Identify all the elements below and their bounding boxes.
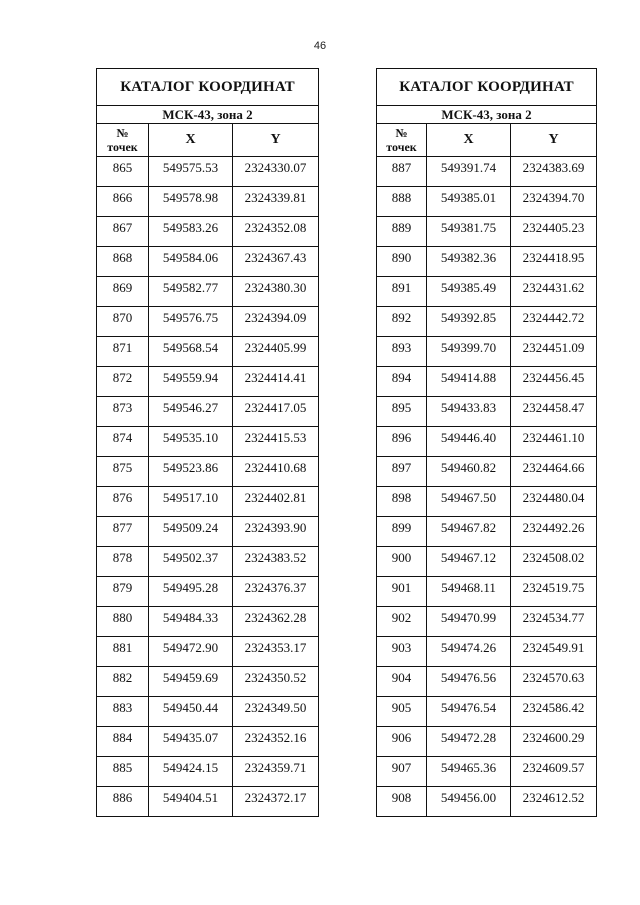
point-number-cell: 900 <box>377 547 427 577</box>
x-coordinate-cell: 549468.11 <box>427 577 511 607</box>
table-row <box>97 727 319 757</box>
y-coordinate-cell: 2324431.62 <box>511 277 597 307</box>
table-row <box>97 157 319 187</box>
point-number-cell: 905 <box>377 697 427 727</box>
column-header-point-number <box>377 124 427 157</box>
table-row <box>97 397 319 427</box>
table-row <box>97 367 319 397</box>
point-number-cell: 896 <box>377 427 427 457</box>
y-coordinate-cell: 2324417.05 <box>233 397 319 427</box>
y-coordinate-cell: 2324405.23 <box>511 217 597 247</box>
point-number-cell: 876 <box>97 487 149 517</box>
x-coordinate-cell: 549385.01 <box>427 187 511 217</box>
x-coordinate-cell: 549404.51 <box>149 787 233 817</box>
point-number-cell: 904 <box>377 667 427 697</box>
table-row <box>377 307 597 337</box>
table-row <box>377 337 597 367</box>
catalog-title: КАТАЛОГ КООРДИНАТ <box>377 69 597 106</box>
table-row <box>97 787 319 817</box>
x-coordinate-cell: 549474.26 <box>427 637 511 667</box>
y-coordinate-cell: 2324461.10 <box>511 427 597 457</box>
table-row <box>97 547 319 577</box>
x-coordinate-cell: 549535.10 <box>149 427 233 457</box>
coordinate-system-zone: МСК-43, зона 2 <box>97 106 319 124</box>
y-coordinate-cell: 2324414.41 <box>233 367 319 397</box>
x-coordinate-cell: 549584.06 <box>149 247 233 277</box>
table-row <box>97 667 319 697</box>
point-number-cell: 869 <box>97 277 149 307</box>
point-number-cell: 868 <box>97 247 149 277</box>
point-number-cell: 880 <box>97 607 149 637</box>
point-number-cell: 895 <box>377 397 427 427</box>
x-coordinate-cell: 549460.82 <box>427 457 511 487</box>
x-coordinate-cell: 549472.28 <box>427 727 511 757</box>
table-row <box>97 277 319 307</box>
y-coordinate-cell: 2324359.71 <box>233 757 319 787</box>
y-coordinate-cell: 2324376.37 <box>233 577 319 607</box>
page-number: 46 <box>313 40 327 52</box>
point-number-cell: 888 <box>377 187 427 217</box>
column-header-x: X <box>427 124 511 157</box>
point-number-cell: 884 <box>97 727 149 757</box>
table-row <box>377 757 597 787</box>
y-coordinate-cell: 2324415.53 <box>233 427 319 457</box>
x-coordinate-cell: 549382.36 <box>427 247 511 277</box>
x-coordinate-cell: 549502.37 <box>149 547 233 577</box>
table-row <box>377 547 597 577</box>
point-number-cell: 907 <box>377 757 427 787</box>
table-row <box>377 787 597 817</box>
x-coordinate-cell: 549576.75 <box>149 307 233 337</box>
y-coordinate-cell: 2324394.70 <box>511 187 597 217</box>
point-number-cell: 874 <box>97 427 149 457</box>
table-row <box>97 697 319 727</box>
y-coordinate-cell: 2324405.99 <box>233 337 319 367</box>
point-number-cell: 872 <box>97 367 149 397</box>
y-coordinate-cell: 2324402.81 <box>233 487 319 517</box>
x-coordinate-cell: 549575.53 <box>149 157 233 187</box>
y-coordinate-cell: 2324410.68 <box>233 457 319 487</box>
table-row <box>97 337 319 367</box>
table-row <box>377 727 597 757</box>
table-row <box>97 487 319 517</box>
y-coordinate-cell: 2324339.81 <box>233 187 319 217</box>
column-header-x: X <box>149 124 233 157</box>
y-coordinate-cell: 2324586.42 <box>511 697 597 727</box>
table-row <box>377 487 597 517</box>
y-coordinate-cell: 2324383.52 <box>233 547 319 577</box>
point-number-cell: 897 <box>377 457 427 487</box>
x-coordinate-cell: 549456.00 <box>427 787 511 817</box>
point-number-cell: 867 <box>97 217 149 247</box>
y-coordinate-cell: 2324353.17 <box>233 637 319 667</box>
y-coordinate-cell: 2324349.50 <box>233 697 319 727</box>
point-number-cell: 879 <box>97 577 149 607</box>
y-coordinate-cell: 2324492.26 <box>511 517 597 547</box>
table-row <box>377 517 597 547</box>
x-coordinate-cell: 549568.54 <box>149 337 233 367</box>
column-header-point-number <box>97 124 149 157</box>
point-number-cell: 898 <box>377 487 427 517</box>
y-coordinate-cell: 2324570.63 <box>511 667 597 697</box>
point-number-cell: 883 <box>97 697 149 727</box>
point-number-cell: 902 <box>377 607 427 637</box>
point-number-cell: 866 <box>97 187 149 217</box>
x-coordinate-cell: 549459.69 <box>149 667 233 697</box>
x-coordinate-cell: 549472.90 <box>149 637 233 667</box>
x-coordinate-cell: 549391.74 <box>427 157 511 187</box>
x-coordinate-cell: 549399.70 <box>427 337 511 367</box>
y-coordinate-cell: 2324352.16 <box>233 727 319 757</box>
y-coordinate-cell: 2324372.17 <box>233 787 319 817</box>
y-coordinate-cell: 2324480.04 <box>511 487 597 517</box>
coordinate-catalog-table-left <box>96 68 319 817</box>
y-coordinate-cell: 2324458.47 <box>511 397 597 427</box>
table-row <box>97 577 319 607</box>
table-row <box>97 307 319 337</box>
x-coordinate-cell: 549385.49 <box>427 277 511 307</box>
point-number-cell: 892 <box>377 307 427 337</box>
point-number-cell: 891 <box>377 277 427 307</box>
x-coordinate-cell: 549484.33 <box>149 607 233 637</box>
table-row <box>377 397 597 427</box>
coordinate-system-zone: МСК-43, зона 2 <box>377 106 597 124</box>
x-coordinate-cell: 549476.54 <box>427 697 511 727</box>
column-header-y: Y <box>511 124 597 157</box>
y-coordinate-cell: 2324519.75 <box>511 577 597 607</box>
table-body <box>377 157 597 817</box>
column-header-y: Y <box>233 124 319 157</box>
table-row <box>377 157 597 187</box>
table-row <box>377 637 597 667</box>
table-row <box>97 757 319 787</box>
point-number-cell: 873 <box>97 397 149 427</box>
x-coordinate-cell: 549476.56 <box>427 667 511 697</box>
y-coordinate-cell: 2324362.28 <box>233 607 319 637</box>
point-number-cell: 906 <box>377 727 427 757</box>
x-coordinate-cell: 549509.24 <box>149 517 233 547</box>
coordinate-catalog-table-right <box>376 68 597 817</box>
table-row <box>377 607 597 637</box>
point-number-cell: 908 <box>377 787 427 817</box>
y-coordinate-cell: 2324330.07 <box>233 157 319 187</box>
y-coordinate-cell: 2324418.95 <box>511 247 597 277</box>
table-row <box>377 697 597 727</box>
y-coordinate-cell: 2324456.45 <box>511 367 597 397</box>
y-coordinate-cell: 2324367.43 <box>233 247 319 277</box>
point-number-cell: 901 <box>377 577 427 607</box>
x-coordinate-cell: 549424.15 <box>149 757 233 787</box>
header-points-word: точек <box>386 140 417 154</box>
y-coordinate-cell: 2324350.52 <box>233 667 319 697</box>
table-row <box>97 457 319 487</box>
header-points-word: точек <box>107 140 138 154</box>
x-coordinate-cell: 549495.28 <box>149 577 233 607</box>
point-number-cell: 878 <box>97 547 149 577</box>
point-number-cell: 875 <box>97 457 149 487</box>
x-coordinate-cell: 549467.82 <box>427 517 511 547</box>
catalog-title: КАТАЛОГ КООРДИНАТ <box>97 69 319 106</box>
x-coordinate-cell: 549546.27 <box>149 397 233 427</box>
x-coordinate-cell: 549517.10 <box>149 487 233 517</box>
y-coordinate-cell: 2324393.90 <box>233 517 319 547</box>
point-number-cell: 889 <box>377 217 427 247</box>
point-number-cell: 890 <box>377 247 427 277</box>
x-coordinate-cell: 549578.98 <box>149 187 233 217</box>
point-number-cell: 865 <box>97 157 149 187</box>
table-row <box>377 427 597 457</box>
y-coordinate-cell: 2324508.02 <box>511 547 597 577</box>
table-row <box>377 667 597 697</box>
point-number-cell: 893 <box>377 337 427 367</box>
x-coordinate-cell: 549583.26 <box>149 217 233 247</box>
table-row <box>97 187 319 217</box>
table-row <box>97 637 319 667</box>
y-coordinate-cell: 2324612.52 <box>511 787 597 817</box>
y-coordinate-cell: 2324442.72 <box>511 307 597 337</box>
point-number-cell: 882 <box>97 667 149 697</box>
point-number-cell: 899 <box>377 517 427 547</box>
table-row <box>97 427 319 457</box>
y-coordinate-cell: 2324464.66 <box>511 457 597 487</box>
point-number-cell: 886 <box>97 787 149 817</box>
x-coordinate-cell: 549465.36 <box>427 757 511 787</box>
x-coordinate-cell: 549433.83 <box>427 397 511 427</box>
x-coordinate-cell: 549435.07 <box>149 727 233 757</box>
x-coordinate-cell: 549392.85 <box>427 307 511 337</box>
point-number-cell: 877 <box>97 517 149 547</box>
point-number-cell: 887 <box>377 157 427 187</box>
table-row <box>97 247 319 277</box>
y-coordinate-cell: 2324549.91 <box>511 637 597 667</box>
y-coordinate-cell: 2324383.69 <box>511 157 597 187</box>
y-coordinate-cell: 2324600.29 <box>511 727 597 757</box>
point-number-cell: 870 <box>97 307 149 337</box>
x-coordinate-cell: 549414.88 <box>427 367 511 397</box>
x-coordinate-cell: 549523.86 <box>149 457 233 487</box>
header-number-sign: № <box>395 126 408 140</box>
y-coordinate-cell: 2324451.09 <box>511 337 597 367</box>
point-number-cell: 881 <box>97 637 149 667</box>
x-coordinate-cell: 549467.12 <box>427 547 511 577</box>
table-row <box>377 577 597 607</box>
x-coordinate-cell: 549470.99 <box>427 607 511 637</box>
table-row <box>97 217 319 247</box>
y-coordinate-cell: 2324609.57 <box>511 757 597 787</box>
table-row <box>377 457 597 487</box>
x-coordinate-cell: 549446.40 <box>427 427 511 457</box>
y-coordinate-cell: 2324394.09 <box>233 307 319 337</box>
y-coordinate-cell: 2324534.77 <box>511 607 597 637</box>
point-number-cell: 871 <box>97 337 149 367</box>
x-coordinate-cell: 549467.50 <box>427 487 511 517</box>
table-row <box>97 607 319 637</box>
table-row <box>377 187 597 217</box>
x-coordinate-cell: 549582.77 <box>149 277 233 307</box>
table-row <box>377 277 597 307</box>
table-row <box>377 367 597 397</box>
y-coordinate-cell: 2324380.30 <box>233 277 319 307</box>
point-number-cell: 903 <box>377 637 427 667</box>
x-coordinate-cell: 549450.44 <box>149 697 233 727</box>
x-coordinate-cell: 549381.75 <box>427 217 511 247</box>
table-body <box>97 157 319 817</box>
y-coordinate-cell: 2324352.08 <box>233 217 319 247</box>
table-row <box>97 517 319 547</box>
point-number-cell: 885 <box>97 757 149 787</box>
point-number-cell: 894 <box>377 367 427 397</box>
x-coordinate-cell: 549559.94 <box>149 367 233 397</box>
table-row <box>377 217 597 247</box>
header-number-sign: № <box>116 126 129 140</box>
table-row <box>377 247 597 277</box>
